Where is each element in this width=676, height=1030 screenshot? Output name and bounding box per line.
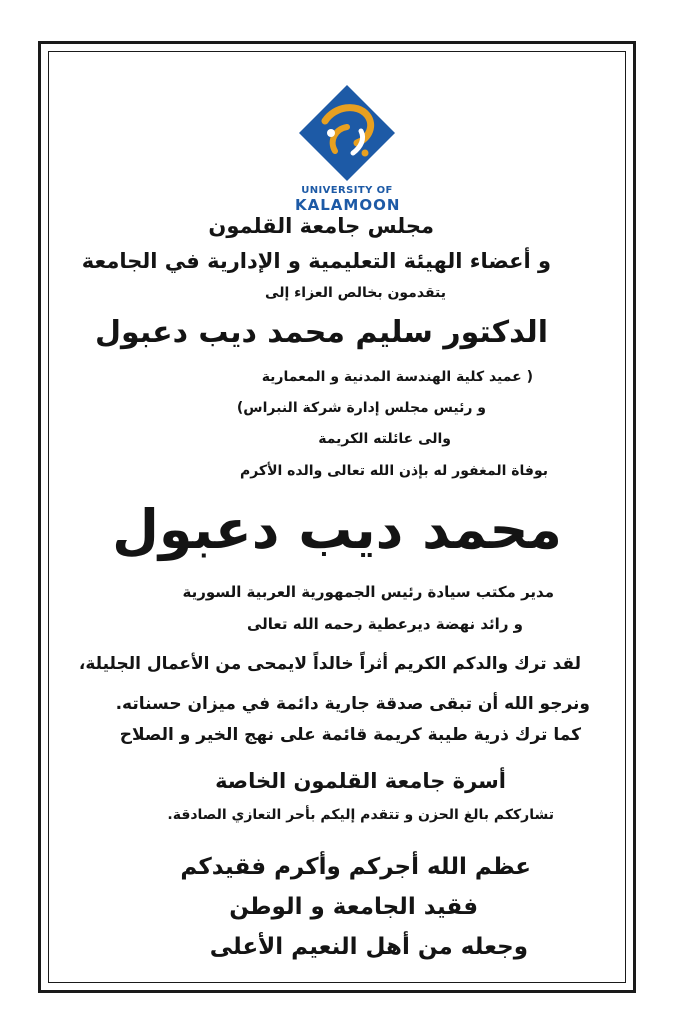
recipient-name: الدكتور سليم محمد ديب دعبول bbox=[95, 315, 548, 350]
deceased-role-2: و رائد نهضة ديرعطية رحمه الله تعالى bbox=[246, 615, 523, 633]
closing-line-1: عظم الله أجركم وأكرم فقيدكم bbox=[180, 854, 531, 880]
faculty-staff-line: و أعضاء الهيئة التعليمية و الإدارية في الجامعة bbox=[81, 249, 551, 273]
condolence-intro: يتقدمون بخالص العزاء إلى bbox=[265, 285, 446, 301]
recipient-family: والى عائلته الكريمة bbox=[318, 431, 451, 447]
closing-line-2: فقيد الجامعة و الوطن bbox=[229, 894, 478, 920]
deceased-name: محمد ديب دعبول bbox=[112, 498, 562, 561]
tribute-line-2: ونرجو الله أن تبقى صدقة جارية دائمة في ميزان حسناته. bbox=[115, 694, 590, 714]
recipient-title-1: ( عميد كلية الهندسة المدنية و المعمارية bbox=[261, 369, 533, 385]
university-family-subtitle: تشارككم بالغ الحزن و تتقدم إليكم بأحر التعازي الصادقة. bbox=[167, 807, 554, 823]
tribute-line-3: كما ترك ذرية طيبة كريمة قائمة على نهج الخير و الصلاح bbox=[119, 725, 581, 745]
logo-text-line1: UNIVERSITY OF bbox=[301, 185, 393, 196]
recipient-title-2: و رئيس مجلس إدارة شركة النبراس) bbox=[236, 400, 486, 416]
logo-text-line2: KALAMOON bbox=[295, 196, 401, 214]
council-title: مجلس جامعة القلمون bbox=[208, 214, 434, 238]
condolence-notice bbox=[48, 51, 626, 983]
deceased-intro: بوفاة المغفور له بإذن الله تعالى والده الأكرم bbox=[239, 463, 548, 479]
tribute-line-1: لقد ترك والدكم الكريم أثراً خالداً لايمحى من الأعمال الجليلة، bbox=[78, 654, 581, 674]
logo-diamond-icon bbox=[295, 81, 399, 185]
university-family-title: أسرة جامعة القلمون الخاصة bbox=[215, 769, 506, 793]
university-logo bbox=[295, 81, 401, 214]
deceased-role-1: مدير مكتب سيادة رئيس الجمهورية العربية السورية bbox=[182, 583, 554, 601]
closing-line-3: وجعله من أهل النعيم الأعلى bbox=[209, 934, 528, 960]
